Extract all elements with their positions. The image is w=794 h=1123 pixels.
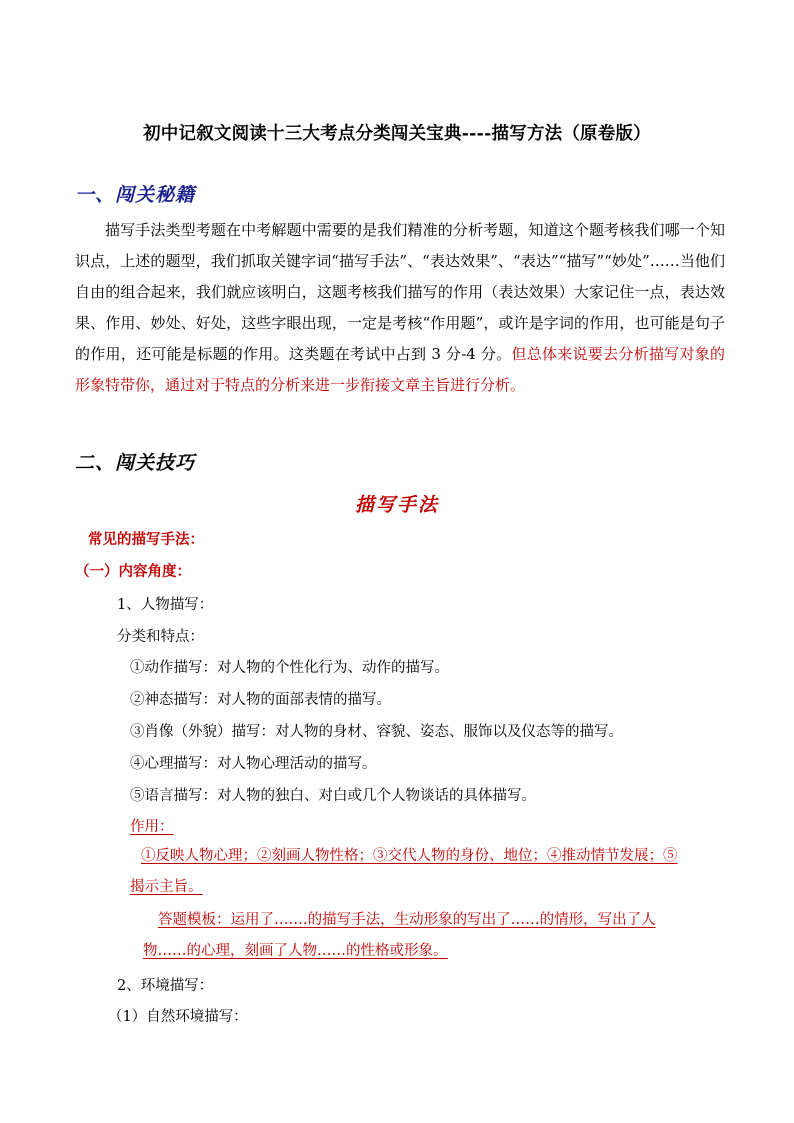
effect-label: 作用： — [130, 819, 174, 835]
classify-label: 分类和特点： — [117, 629, 204, 645]
type-action: ①动作描写：对人物的个性化行为、动作的描写。 — [130, 660, 449, 676]
answer-template — [143, 905, 728, 967]
content-angle-label: （一）内容角度： — [75, 563, 191, 580]
effect-line-1: ①反映人物心理；②刻画人物性格；③交代人物的身份、地位；④推动情节发展；⑤ — [141, 848, 678, 864]
subsection-title: 描写手法 — [354, 494, 439, 516]
item-environment-description: 2、环境描写： — [117, 978, 214, 994]
type-language: ⑤语言描写：对人物的独白、对白或几个人物谈话的具体描写。 — [130, 788, 536, 804]
template-line-1: 答题模板：运用了…….的描写手法，生动形象的写出了……的情形，写出了人 — [158, 912, 656, 928]
natural-environment-label: （1）自然环境描写： — [108, 1009, 248, 1025]
intro-paragraph — [75, 215, 725, 401]
template-line-2: 物……的心理，刻画了人物……的性格或形象。 — [143, 943, 448, 959]
type-portrait: ③肖像（外貌）描写：对人物的身材、容貌、姿态、服饰以及仪态等的描写。 — [130, 724, 623, 740]
section-heading-1: 一、闯关秘籍 — [75, 184, 196, 206]
type-expression: ②神态描写：对人物的面部表情的描写。 — [130, 692, 391, 708]
type-psychology: ④心理描写：对人物心理活动的描写。 — [130, 756, 377, 772]
section-heading-2: 二、闯关技巧 — [75, 452, 196, 474]
common-methods-label: 常见的描写手法： — [88, 531, 204, 548]
effect-list — [130, 841, 730, 903]
intro-text-red: 但总体来说要去分析描写对象的形象特带你，通过对于特点的分析来进一步衔接文章主旨进行分析。 — [75, 345, 725, 394]
item-person-description: 1、人物描写： — [117, 597, 214, 613]
page-title: 初中记叙文阅读十三大考点分类闯关宝典----描写方法（原卷版） — [143, 124, 651, 144]
intro-text: 描写手法类型考题在中考解题中需要的是我们精准的分析考题，知道这个题考核我们哪一个知识点，上述的题型，我们抓取关键字词“描写手法”、“表达效果”、“表达”“描写”“妙处”……当他们自由的组合起来，我们就应该明白，这题考核我们描写的作用（表达效果）大家记住一点，表达效果、作用、妙处、好处，这些字眼出现，一定是考核“作用题”，或许是字词的作用，也可能是句子的作用，还可能是标题的作用。这类题在考试中占到 3 分-4 分。 — [75, 221, 725, 363]
effect-line-2: 揭示主旨。 — [130, 879, 203, 895]
